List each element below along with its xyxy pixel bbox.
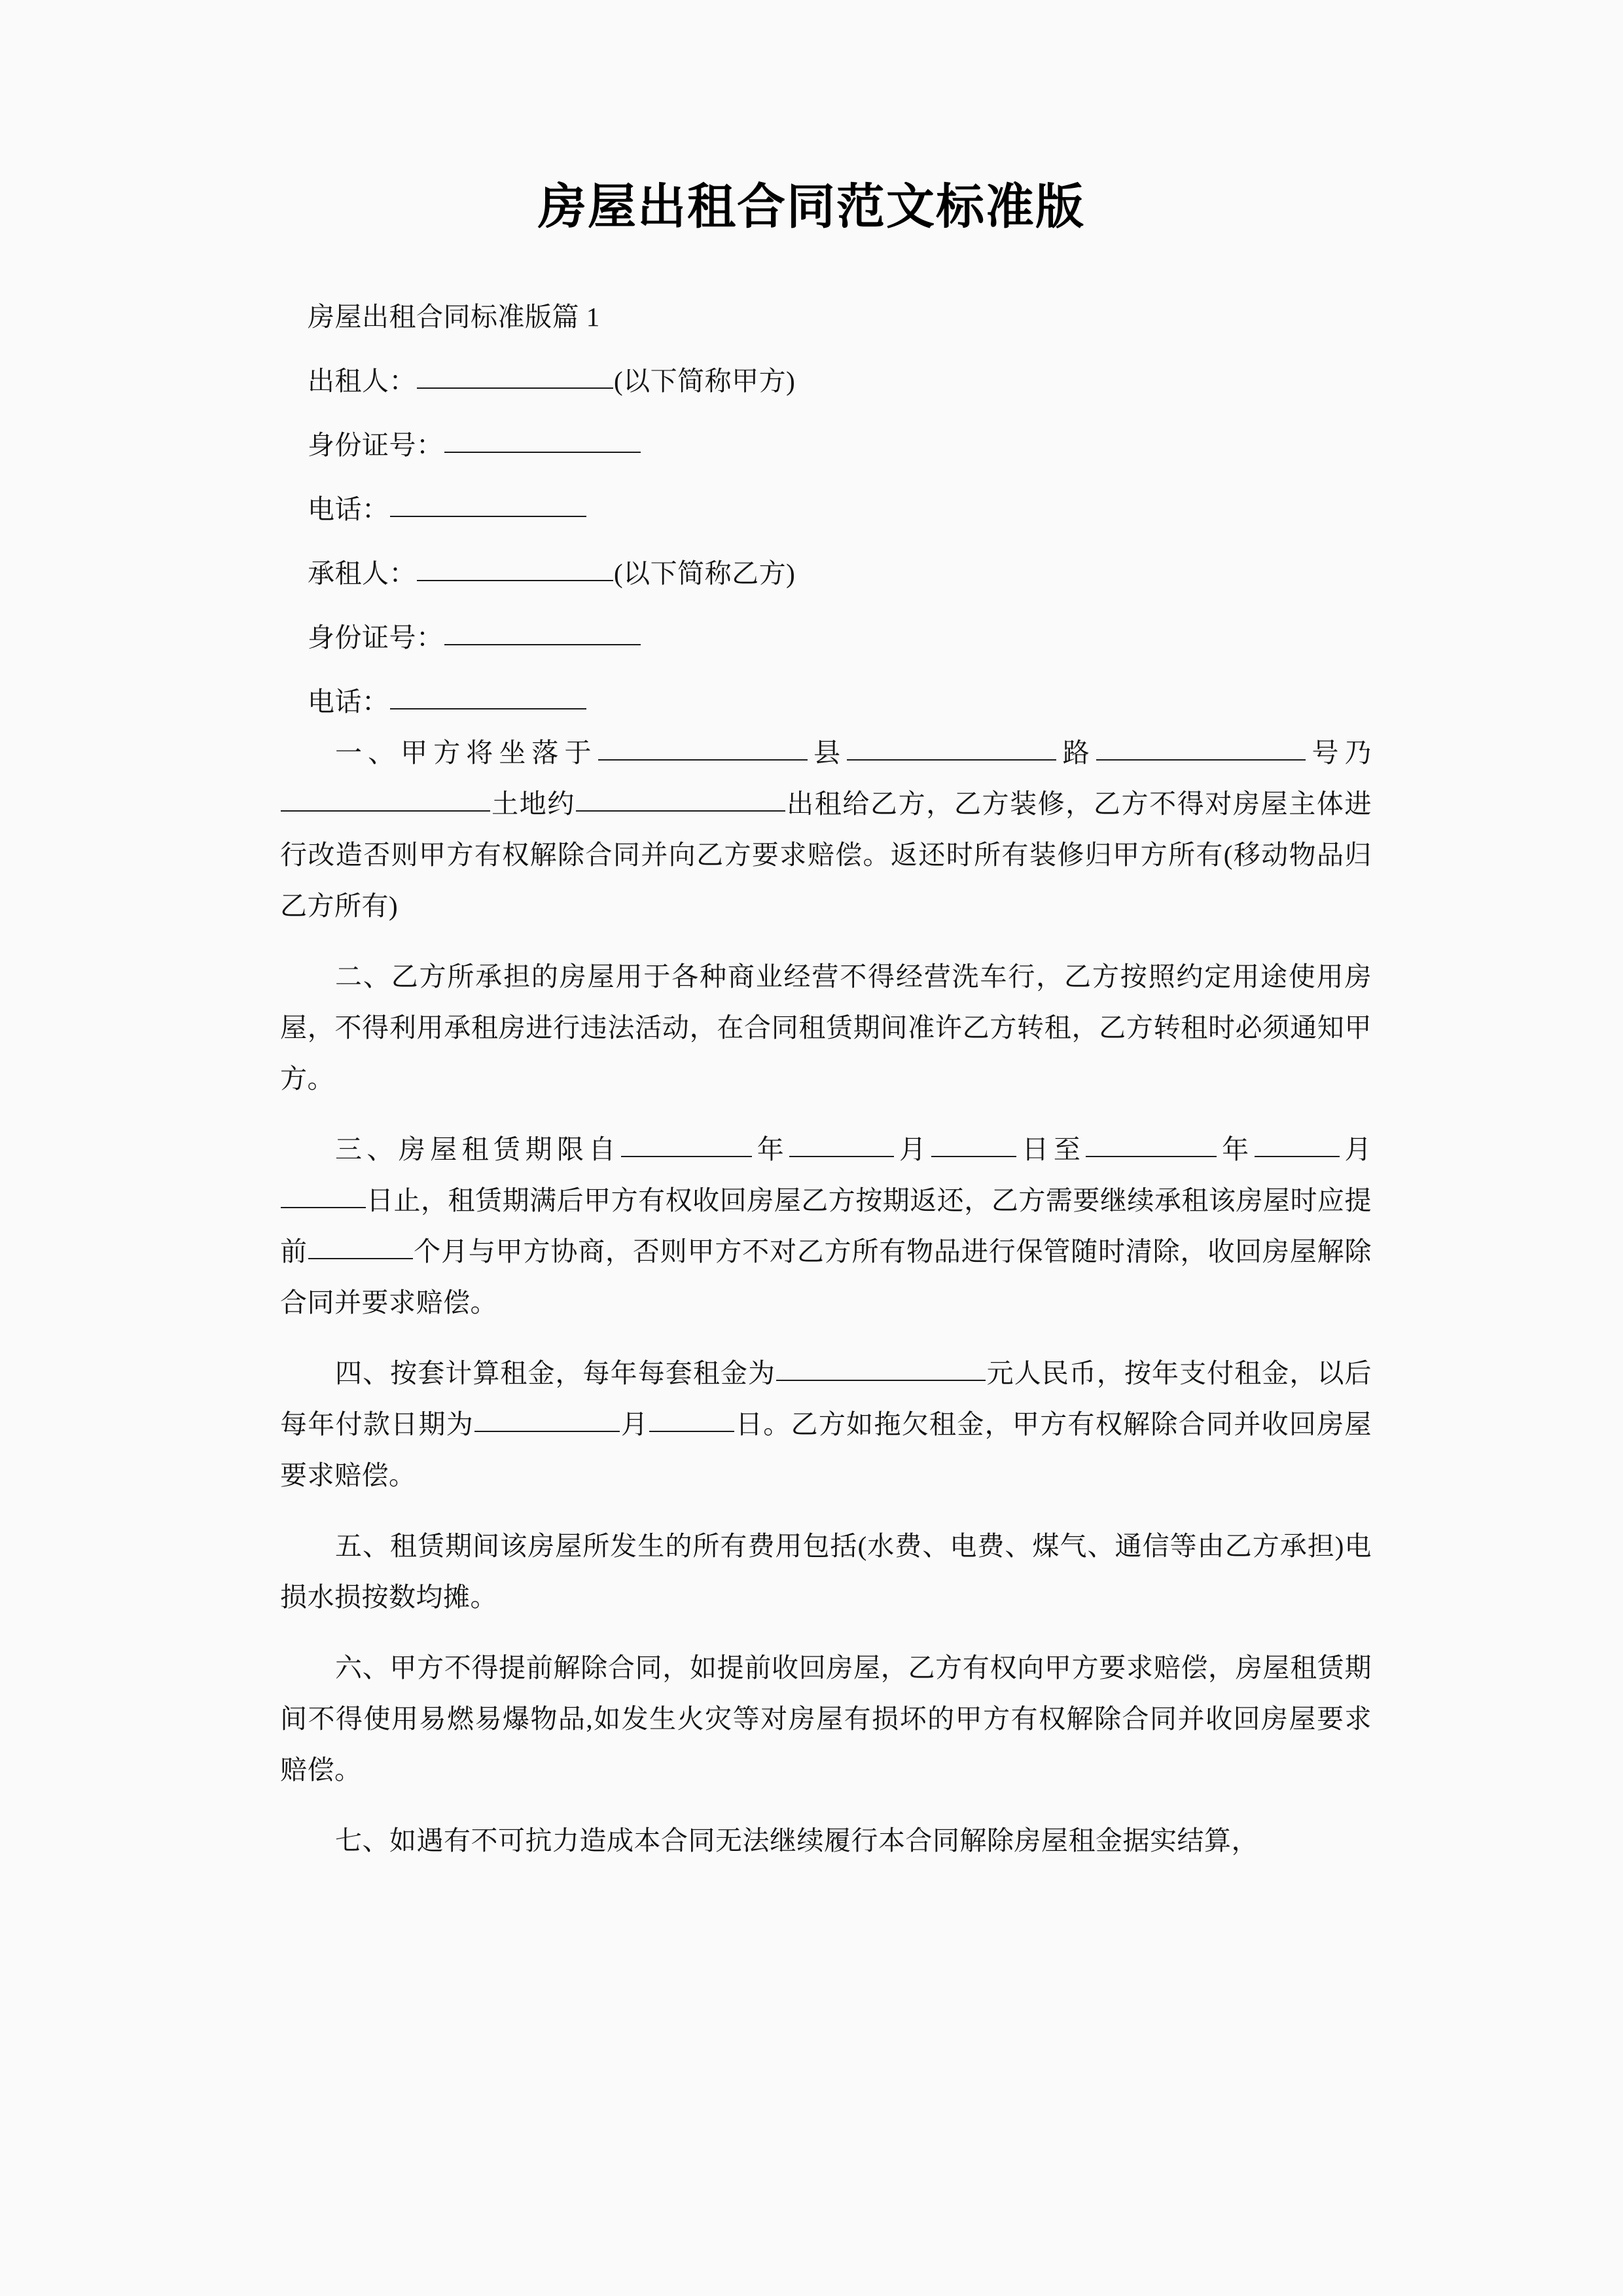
lessee-id-blank[interactable] [444,617,641,645]
clause-5: 五、租赁期间该房屋所发生的所有费用包括(水费、电费、煤气、通信等由乙方承担)电损水损按数均摊。 [280,1531,1372,1613]
clause-1-seg-3: 路 [1057,738,1096,768]
spacer [280,471,1372,484]
clause-3-blank-start-year[interactable] [621,1128,752,1157]
document-body [251,291,1372,1866]
clause-3-blank-notice-months[interactable] [308,1230,413,1259]
clause-6: 六、甲方不得提前解除合同，如提前收回房屋，乙方有权向甲方要求赔偿，房屋租赁期间不得使用易燃易爆物品,如发生火灾等对房屋有损坏的甲方有权解除合同并收回房屋要求赔偿。 [280,1653,1372,1785]
spacer [280,599,1372,612]
clause-4-seg-2: 元人民币，按年支付租金，以后每年付款日期为 [280,1358,1372,1440]
clause-3 [280,1124,1372,1328]
clause-1-seg-2: 县 [808,738,847,768]
clause-3-seg-3: 月 [895,1134,931,1165]
spacer [280,1328,1372,1348]
page-title: 房屋出租合同范文标准版 [538,179,1085,234]
clause-3-blank-end-year[interactable] [1086,1128,1217,1157]
clause-1-blank-county[interactable] [598,732,808,761]
lessor-label: 出租人： [308,366,416,397]
clause-3-blank-start-month[interactable] [789,1128,894,1157]
lessor-phone-label: 电话： [308,494,389,525]
form-line-lessee [280,548,1372,599]
clause-3-seg-7: 日止，租赁期满后甲方有权收回房屋乙方按期返还，乙方需要继续承租该房屋时应提前 [280,1185,1372,1267]
clause-3-blank-start-day[interactable] [931,1128,1016,1157]
clause-4-seg-3: 月 [620,1409,649,1440]
clause-4-blank-rent[interactable] [776,1352,986,1381]
clause-1-blank-road-no[interactable] [1096,732,1306,761]
clause-1-seg-5: 土地约 [491,789,575,819]
clause-1-seg-6: 出租给乙方，乙方装修，乙方不得对房屋主体进行改造否则甲方有权解除合同并向乙方要求赔偿。返还时所有装修归甲方所有(移动物品归乙方所有) [280,789,1372,922]
spacer [280,1104,1372,1124]
clause-4-blank-pay-day[interactable] [649,1403,734,1432]
spacer [280,342,1372,355]
spacer [280,931,1372,951]
lessee-blank[interactable] [417,552,613,581]
form-line-lessor-phone [280,484,1372,535]
form-line-lessee-phone [280,676,1372,727]
clause-3-seg-2: 年 [752,1134,789,1165]
clause-3-seg-8: 个月与甲方协商，否则甲方不对乙方所有物品进行保管随时清除，收回房屋解除合同并要求赔偿。 [280,1236,1372,1318]
form-line-lessor [280,355,1372,406]
clause-4-seg-1: 四、按套计算租金，每年每套租金为 [335,1358,776,1389]
clause-4-blank-pay-month[interactable] [474,1403,620,1432]
clause-1-blank-number[interactable] [281,783,490,812]
lessee-phone-blank[interactable] [390,681,586,709]
clause-1-blank-road[interactable] [847,732,1056,761]
clause-3-seg-4: 日至 [1017,1134,1086,1165]
clause-4-seg-4: 日。乙方如拖欠租金，甲方有权解除合同并收回房屋要求赔偿。 [280,1409,1372,1491]
form-line-lessor-id [280,420,1372,471]
lessee-label: 承租人： [308,558,416,589]
lessor-blank[interactable] [417,360,613,389]
spacer [280,1623,1372,1642]
spacer [280,406,1372,420]
clause-3-seg-1: 三、房屋租赁期限自 [335,1134,620,1165]
lessor-phone-blank[interactable] [390,488,586,517]
clause-1-blank-land[interactable] [576,783,785,812]
spacer [280,1795,1372,1815]
lessee-phone-label: 电话： [308,687,389,717]
spacer [280,663,1372,676]
clause-3-blank-end-month[interactable] [1255,1128,1340,1157]
clause-3-seg-5: 年 [1217,1134,1254,1165]
lessor-suffix: (以下简称甲方) [614,366,796,397]
lessee-id-label: 身份证号： [308,622,444,653]
clause-3-blank-end-day[interactable] [281,1179,366,1208]
lessor-id-label: 身份证号： [308,430,444,461]
lessor-id-blank[interactable] [444,424,641,453]
clause-7: 七、如遇有不可抗力造成本合同无法继续履行本合同解除房屋租金据实结算， [335,1825,1258,1856]
clause-1-seg-4: 号乃 [1306,738,1372,768]
form-line-lessee-id [280,612,1372,663]
clause-2: 二、乙方所承担的房屋用于各种商业经营不得经营洗车行，乙方按照约定用途使用房屋，不得利用承租房进行违法活动，在合同租赁期间准许乙方转租，乙方转租时必须通知甲方。 [280,961,1372,1094]
clause-1-seg-1: 一、甲方将坐落于 [335,738,597,768]
spacer [280,1501,1372,1520]
spacer [280,535,1372,548]
clause-4 [280,1348,1372,1501]
lessee-suffix: (以下简称乙方) [614,558,796,589]
clause-3-seg-6: 月 [1340,1134,1372,1165]
section-label: 房屋出租合同标准版篇 1 [308,302,600,332]
clause-1 [280,727,1372,931]
